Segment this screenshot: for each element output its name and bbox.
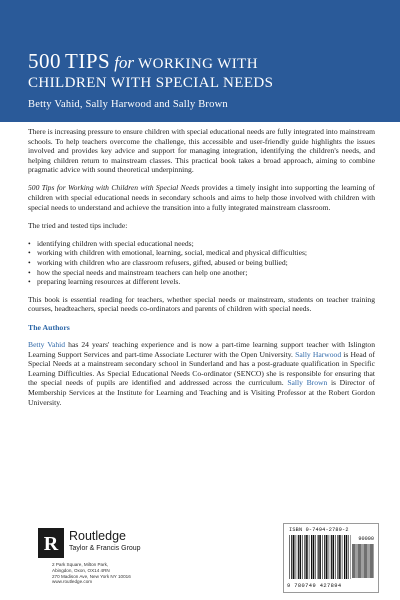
list-item: • preparing learning resources at different levels. — [28, 277, 375, 287]
publisher-name: Routledge — [69, 529, 126, 543]
author-name-brown: Sally Brown — [287, 378, 328, 388]
publisher-address — [52, 562, 222, 585]
price-code: 90000 — [358, 536, 374, 542]
price-barcode-icon — [352, 544, 374, 578]
title-number: 500 — [28, 49, 61, 73]
title-for: for — [114, 53, 135, 72]
title-line1-rest: WORKING WITH — [138, 56, 258, 72]
blurb — [28, 127, 375, 416]
publisher-block — [38, 528, 218, 598]
title-tips: TIPS — [65, 49, 111, 73]
book-title-inline: 500 Tips for Working with Children with Special Needs — [28, 183, 200, 193]
title-line-2: CHILDREN WITH SPECIAL NEEDS — [28, 75, 274, 91]
address-line: 2 Park Square, Milton Park, — [52, 562, 109, 567]
address-line: Abingdon, Oxon, OX14 4RN — [52, 567, 110, 573]
address-line: 270 Madison Ave, New York NY 10016 — [52, 573, 131, 579]
title-line-1 — [28, 49, 388, 74]
tips-intro: The tried and tested tips include: — [28, 220, 128, 230]
author-name-vahid: Betty Vahid — [28, 340, 66, 350]
description-text: provides a timely insight into supporting the learning of children with special educational needs in secondary schools and aims to help those involved with children with special needs to understand and achieve the transition into a fully integrated mainstream classroom. — [28, 183, 375, 212]
audience-paragraph: This book is essential reading for teachers, whether special needs or mainstream, students on teacher training courses, headteachers, special needs co-ordinators and parents of children with special needs. — [28, 294, 375, 314]
list-item: • working with children who are classroom refusers, gifted, abused or being bullied; — [28, 258, 375, 268]
description-paragraph — [28, 183, 375, 212]
author-bio-brown: is Director of Membership Services at the Institute for Learning and Teaching and is Visiting Professor at the Robert Gordon University. — [28, 378, 375, 407]
barcode-digits: 9 780749 427894 — [287, 583, 342, 589]
tips-list — [28, 239, 375, 287]
barcode-box — [283, 523, 379, 593]
svg-text:R: R — [43, 533, 59, 555]
author-name-harwood: Sally Harwood — [295, 349, 342, 359]
list-item: • working with children with emotional, learning, social, medical and physical difficulties; — [28, 248, 375, 258]
list-item: • how the special needs and mainstream teachers can help one another; — [28, 268, 375, 278]
author-bio-vahid: has 24 years' teaching experience and is now a part-time learning support teacher with Islington Learning Support Services and part-time Associate Lecturer with the Open University. — [28, 340, 375, 359]
intro-paragraph: There is increasing pressure to ensure children with special educational needs are fully integrated into mainstream schools. To help teachers overcome the challenge, this accessible and user-friendly guide highlights the issues involved and provides key advice and support for managing integration, identifying the children's needs, and helping children return to mainstream classes. This practical book takes a broad approach, aiming to combine pragmatic advice with sound theoretical underpinning. — [28, 127, 375, 175]
cover-authors: Betty Vahid, Sally Harwood and Sally Brown — [28, 99, 228, 110]
list-item: • identifying children with special educational needs; — [28, 239, 375, 249]
authors-paragraph — [28, 340, 375, 407]
cover-header — [0, 0, 400, 122]
book-title — [28, 49, 388, 93]
address-line: www.routledge.com — [52, 579, 93, 585]
routledge-logo-icon — [38, 528, 64, 558]
authors-heading: The Authors — [28, 322, 70, 332]
author-bio-harwood: is Head of Special Needs at a mainstream secondary school in Sunderland and has a post-graduate qualification in Specific Learning Difficulties. As Special Educational Needs Co-ordinator (SENCO) she is responsible for ensuring that the special needs of pupils are identified and addressed across the curriculum. — [28, 349, 375, 388]
isbn-label: ISBN 0-7494-2789-2 — [289, 527, 349, 533]
barcode-icon — [289, 535, 351, 579]
publisher-group: Taylor & Francis Group — [69, 545, 141, 552]
